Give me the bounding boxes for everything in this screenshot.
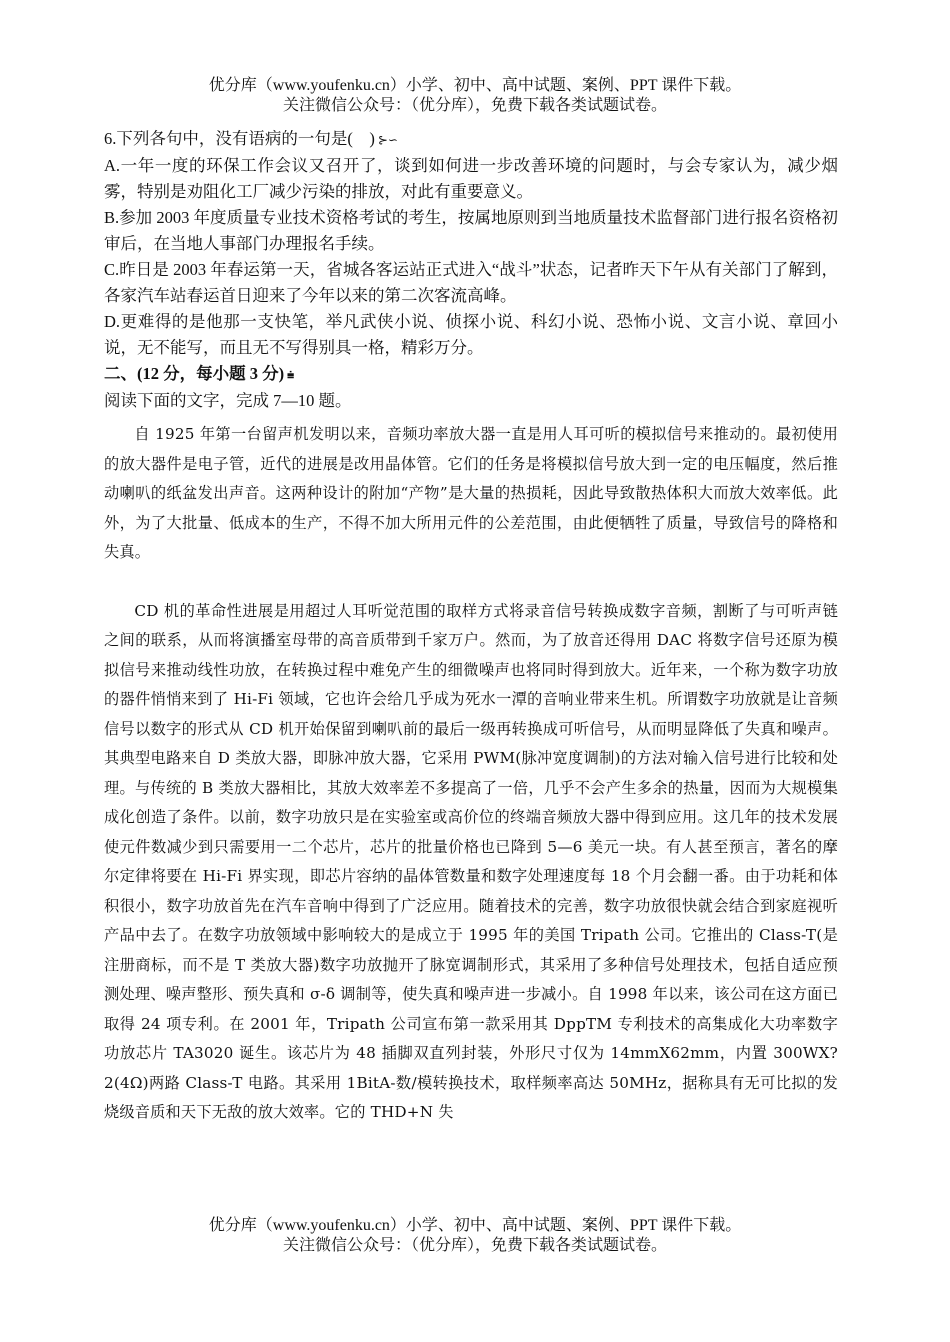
section-2-instruction: 阅读下面的文字，完成 7—10 题。 bbox=[104, 391, 352, 411]
passage-paragraph-1: 自 1925 年第一台留声机发明以来，音频功率放大器一直是用人耳可听的模拟信号来推动的。最初使用的放大器件是电子管，近代的进展是改用晶体管。它们的任务是将模拟信号放大到一定的电压幅度，然后推动喇叭的纸盆发出声音。这两种设计的附加“产物”是大量的热损耗，因此导致散热体积大而放大效率低。此外，为了大批量、低成本的生产，不得不加大所用元件的公差范围，由此便牺牲了质量，导致信号的降格和失真。 bbox=[104, 425, 838, 562]
option-b: B.参加 2003 年度质量专业技术资格考试的考生，按属地原则到当地质量技术监督部门进行报名资格初审后，在当地人事部门办理报名手续。 bbox=[104, 208, 838, 254]
page-footer bbox=[0, 1216, 950, 1256]
stem-mark-icon: ⊱∽ bbox=[377, 133, 398, 148]
question-6-stem-text: 6.下列各句中，没有语病的一句是( ) bbox=[104, 129, 375, 148]
page-header bbox=[0, 76, 950, 116]
option-a: A.一年一度的环保工作会议又召开了，谈到如何进一步改善环境的问题时，与会专家认为，减少烟雾，特别是劝阻化工厂减少污染的排放，对此有重要意义。 bbox=[104, 156, 838, 202]
section-2-title bbox=[104, 361, 838, 388]
page-content bbox=[104, 126, 838, 1128]
question-6-stem bbox=[104, 126, 838, 153]
header-line-1: 优分库（www.youfenku.cn）小学、初中、高中试题、案例、PPT 课件下载。 bbox=[208, 77, 742, 94]
header-line-2: 关注微信公众号：（优分库），免费下载各类试题试卷。 bbox=[282, 97, 667, 114]
option-c: C.昨日是 2003 年春运第一天，省城各客运站正式进入“战斗”状态，记者昨天下午从有关部门了解到，各家汽车站春运首日迎来了今年以来的第二次客流高峰。 bbox=[104, 260, 838, 306]
title-mark-icon: ⩧ bbox=[287, 368, 295, 383]
footer-line-1: 优分库（www.youfenku.cn）小学、初中、高中试题、案例、PPT 课件下载。 bbox=[208, 1217, 742, 1234]
option-d: D.更难得的是他那一支快笔，举凡武侠小说、侦探小说、科幻小说、恐怖小说、文言小说、章回小说，无不能写，而且无不写得别具一格，精彩万分。 bbox=[104, 312, 838, 358]
passage-paragraph-2: CD 机的革命性进展是用超过人耳听觉范围的取样方式将录音信号转换成数字音频，割断了与可听声链之间的联系，从而将演播室母带的高音质带到千家万户。然而，为了放音还得用 DAC 将数字信号还原为模拟信号来推动线性功放，在转换过程中难免产生的细微噪声也将同时得到放大。近年来，一个称为数字功放的器件悄悄来到了 Hi-Fi 领域，它也许会给几乎成为死水一潭的音响业带来生机。所谓数字功放就是让音频信号以数字的形式从 CD 机开始保留到喇叭前的最后一级再转换成可听信号，从而明显降低了失真和噪声。其典型电路来自 D 类放大器，即脉冲放大器，它采用 PWM(脉冲宽度调制)的方法对输入信号进行比较和处理。与传统的 B 类放大器相比，其放大效率差不多提高了一倍，几乎不会产生多余的热量，因而为大规模集成化创造了条件。以前，数字功放只是在实验室或高价位的终端音频放大器中得到应用。这几年的技术发展使元件数减少到只需要用一二个芯片，芯片的批量价格也已降到 5—6 美元一块。有人甚至预言，著名的摩尔定律将要在 Hi-Fi 界实现，即芯片容纳的晶体管数量和数字处理速度每 18 个月会翻一番。由于功耗和体积很小，数字功放首先在汽车音响中得到了广泛应用。随着技术的完善，数字功放很快就会结合到家庭视听产品中去了。在数字功放领域中影响较大的是成立于 1995 年的美国 Tripath 公司。它推出的 Class-T(是注册商标，而不是 T 类放大器)数字功放抛开了脉宽调制形式，其采用了多种信号处理技术，包括自适应预测处理、噪声整形、预失真和 σ-δ 调制等，使失真和噪声进一步减小。自 1998 年以来，该公司在这方面已取得 24 项专利。在 2001 年，Tripath 公司宣布第一款采用其 DppTM 专利技术的高集成化大功率数字功放芯片 TA3020 诞生。该芯片为 48 插脚双直列封装，外形尺寸仅为 14mmX62mm，内置 300WX?2(4Ω)两路 Class-T 电路。其采用 1BitA-数/模转换技术，取样频率高达 50MHz，据称具有无可比拟的发烧级音质和天下无敌的放大效率。它的 THD+N 失 bbox=[104, 601, 838, 1122]
section-2-title-text: 二、(12 分，每小题 3 分) bbox=[104, 364, 285, 384]
footer-line-2: 关注微信公众号：（优分库），免费下载各类试题试卷。 bbox=[282, 1237, 667, 1254]
